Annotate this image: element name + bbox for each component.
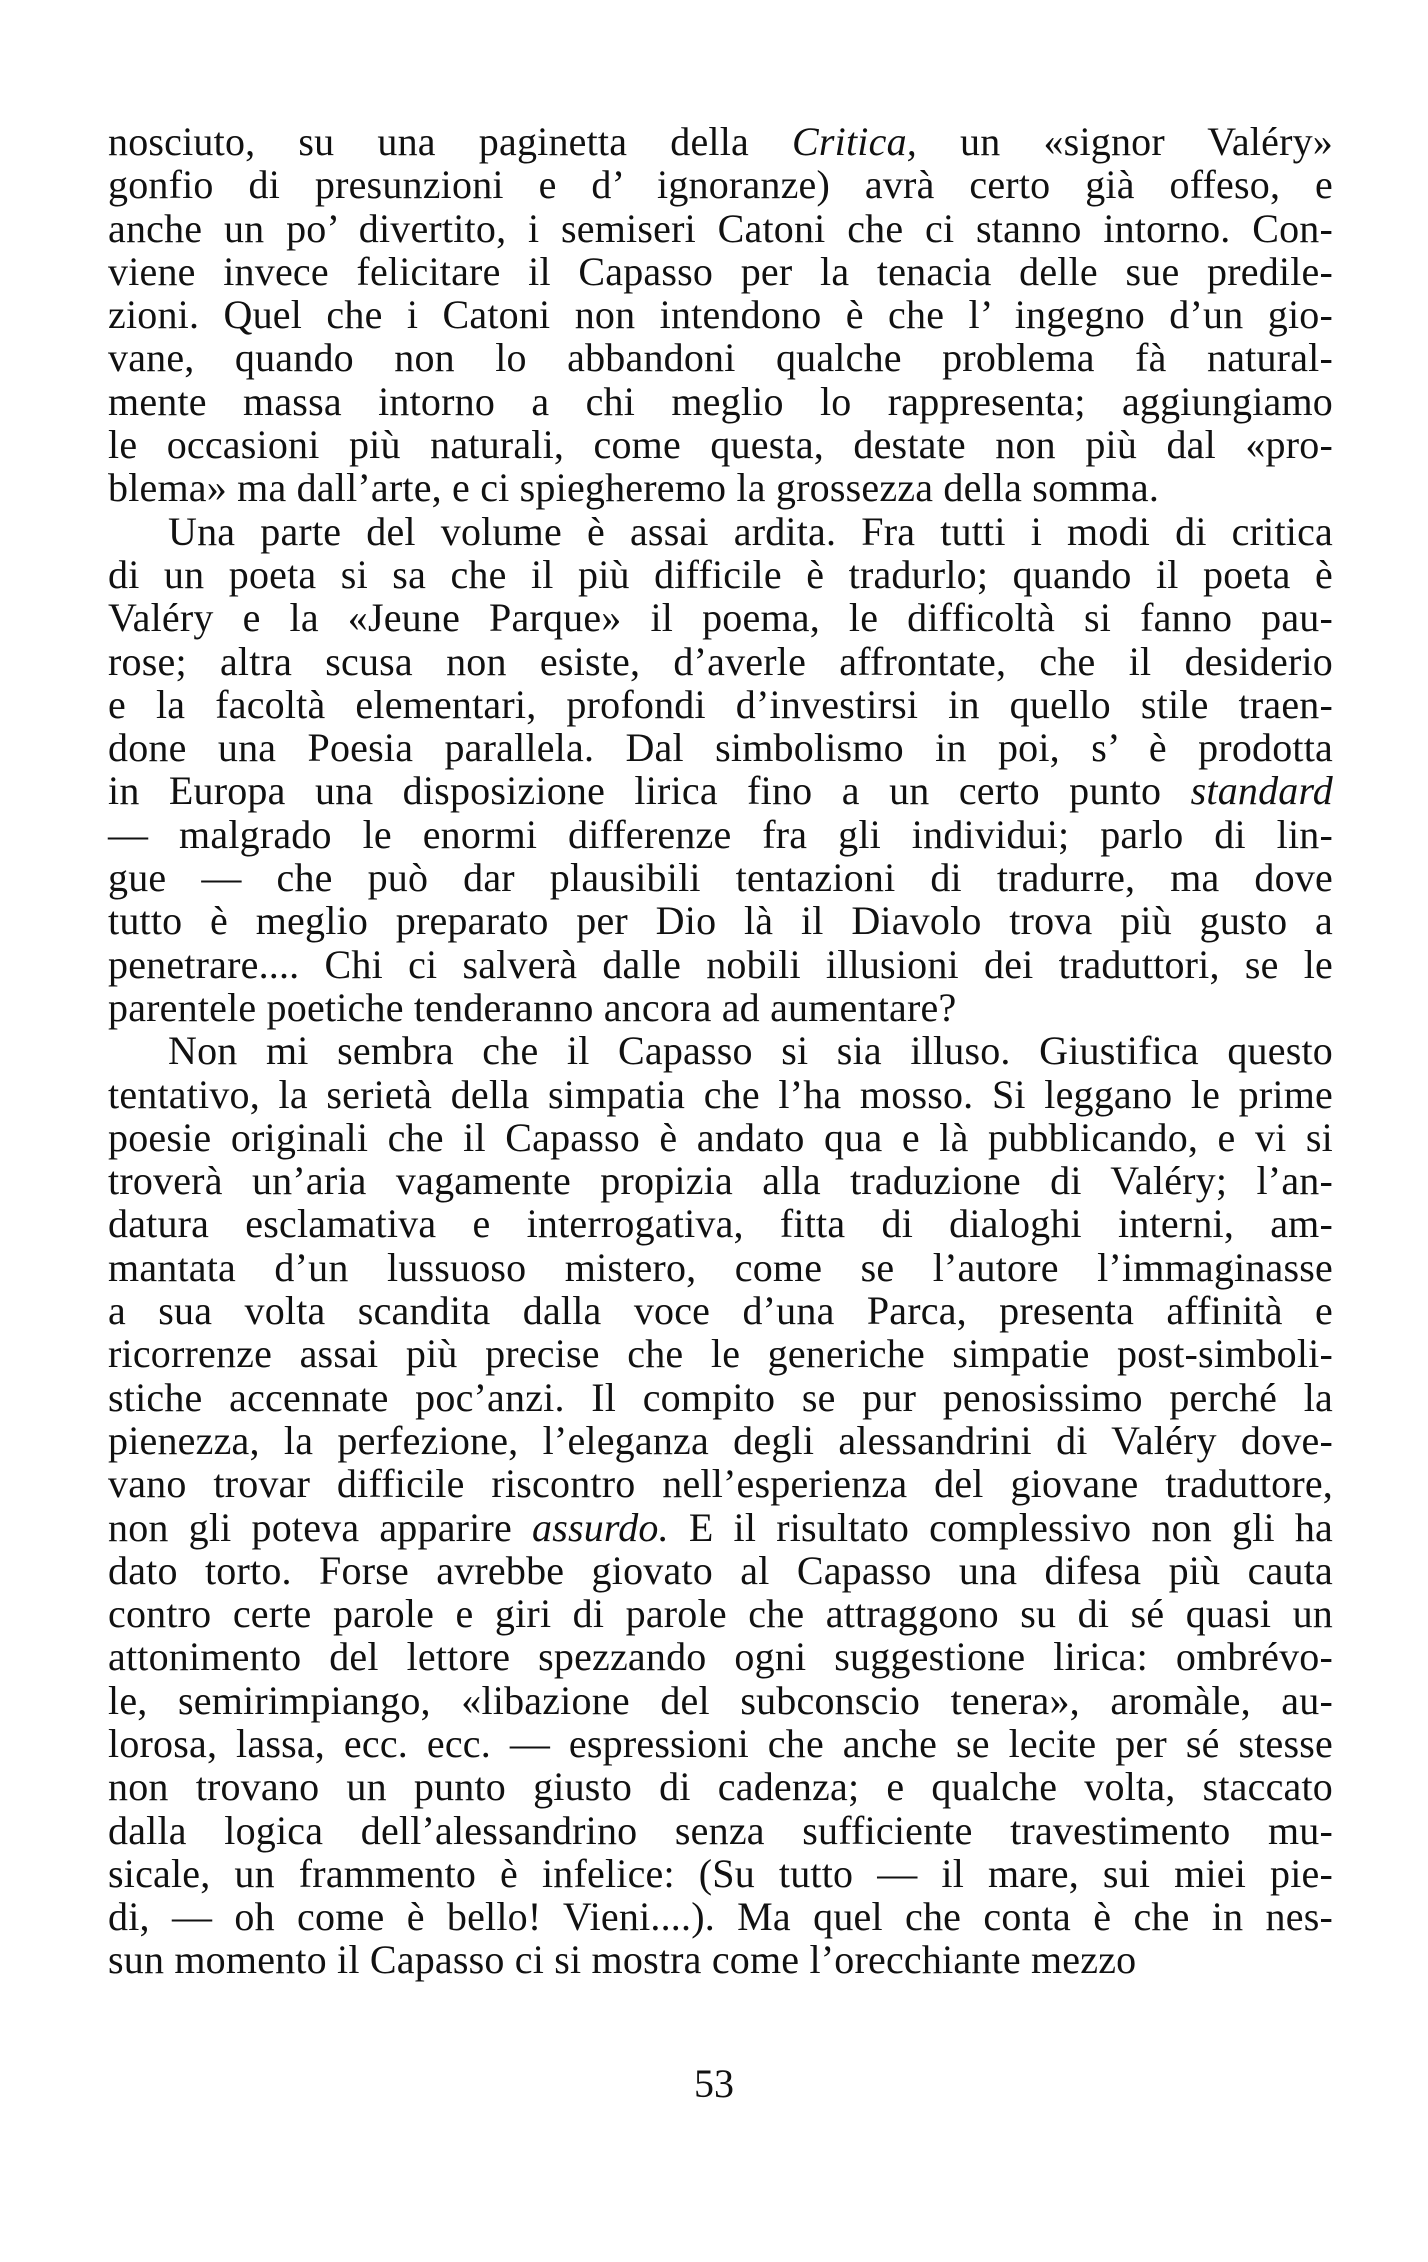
text-line: di un poeta si sa che il più difficile è tradurlo; quando il poeta è [108,551,1333,597]
text-line: Una parte del volume è assai ardita. Fra tutti i modi di critica [168,508,1333,554]
text-line: tentativo, la serietà della simpatia che l’ha mosso. Si leggano le prime [108,1071,1333,1117]
text-line: non gli poteva apparire assurdo. E il risultato complessivo non gli ha [108,1504,1333,1550]
text-line: poesie originali che il Capasso è andato qua e là pubblicando, e vi si [108,1114,1333,1160]
text-line: gue — che può dar plausibili tentazioni di tradurre, ma dove [108,855,1333,901]
text-line: Non mi sembra che il Capasso si sia illuso. Giustifica questo [168,1028,1333,1074]
text-line: dato torto. Forse avrebbe giovato al Capasso una difesa più cauta [108,1547,1333,1593]
text-line: tutto è meglio preparato per Dio là il Diavolo trova più gusto a [108,898,1333,944]
text-line: mantata d’un lussuoso mistero, come se l’autore l’immaginasse [108,1244,1333,1290]
text-line: di, — oh come è bello! Vieni....). Ma quel che conta è che in nes- [108,1894,1333,1940]
text-line: le occasioni più naturali, come questa, destate non più dal «pro- [108,422,1333,468]
text-line: viene invece felicitare il Capasso per la tenacia delle sue predile- [108,248,1333,294]
text-line: stiche accennate poc’anzi. Il compito se pur penosissimo perché la [108,1374,1333,1420]
text-line: rose; altra scusa non esiste, d’averle affrontate, che il desiderio [108,638,1333,684]
text-line: datura esclamativa e interrogativa, fitta di dialoghi interni, am- [108,1201,1333,1247]
text-line: attonimento del lettore spezzando ogni suggestione lirica: ombrévo- [108,1634,1333,1680]
page-number: 53 [694,2061,734,2106]
text-line: sun momento il Capasso ci si mostra come l’orecchiante mezzo [108,1937,1137,1983]
text-line: e la facoltà elementari, profondi d’investirsi in quello stile traen- [108,681,1333,727]
text-line: sicale, un frammento è infelice: (Su tutto — il mare, sui miei pie- [108,1850,1333,1896]
text-line: lorosa, lassa, ecc. ecc. — espressioni che anche se lecite per sé stesse [108,1720,1333,1766]
text-line: vane, quando non lo abbandoni qualche problema fà natural- [108,335,1333,381]
text-line: anche un po’ divertito, i semiseri Catoni che ci stanno intorno. Con- [108,205,1333,251]
text-line: a sua volta scandita dalla voce d’una Parca, presenta affinità e [108,1288,1333,1334]
text-line: pienezza, la perfezione, l’eleganza degli alessandrini di Valéry dove- [108,1417,1333,1463]
text-line: blema» ma dall’arte, e ci spiegheremo la grossezza della somma. [108,465,1160,511]
text-line: gonfio di presunzioni e d’ ignoranze) avrà certo già offeso, e [108,162,1333,208]
text-line: mente massa intorno a chi meglio lo rappresenta; aggiungiamo [108,378,1333,424]
text-line: troverà un’aria vagamente propizia alla traduzione di Valéry; l’an- [108,1158,1333,1204]
body-text [108,120,1333,1982]
text-line: dalla logica dell’alessandrino senza sufficiente travestimento mu- [108,1807,1333,1853]
text-line: penetrare.... Chi ci salverà dalle nobili illusioni dei traduttori, se le [108,941,1333,987]
text-line: in Europa una disposizione lirica fino a un certo punto standard [108,768,1333,814]
text-line: Valéry e la «Jeune Parque» il poema, le difficoltà si fanno pau- [108,595,1333,641]
text-line: zioni. Quel che i Catoni non intendono è che l’ ingegno d’un gio- [108,292,1333,338]
text-line: parentele poetiche tenderanno ancora ad aumentare? [108,984,957,1030]
text-line: le, semirimpiango, «libazione del subconscio tenera», aromàle, au- [108,1677,1333,1723]
text-line: contro certe parole e giri di parole che attraggono su di sé quasi un [108,1591,1333,1637]
text-line: done una Poesia parallela. Dal simbolismo in poi, s’ è prodotta [108,725,1333,771]
text-line: non trovano un punto giusto di cadenza; e qualche volta, staccato [108,1764,1333,1810]
text-line: nosciuto, su una paginetta della Critica, un «signor Valéry» [108,119,1333,164]
text-line: — malgrado le enormi differenze fra gli individui; parlo di lin- [108,811,1333,857]
text-line: vano trovar difficile riscontro nell’esperienza del giovane traduttore, [108,1461,1333,1507]
text-line: ricorrenze assai più precise che le generiche simpatie post-simboli- [108,1331,1333,1377]
